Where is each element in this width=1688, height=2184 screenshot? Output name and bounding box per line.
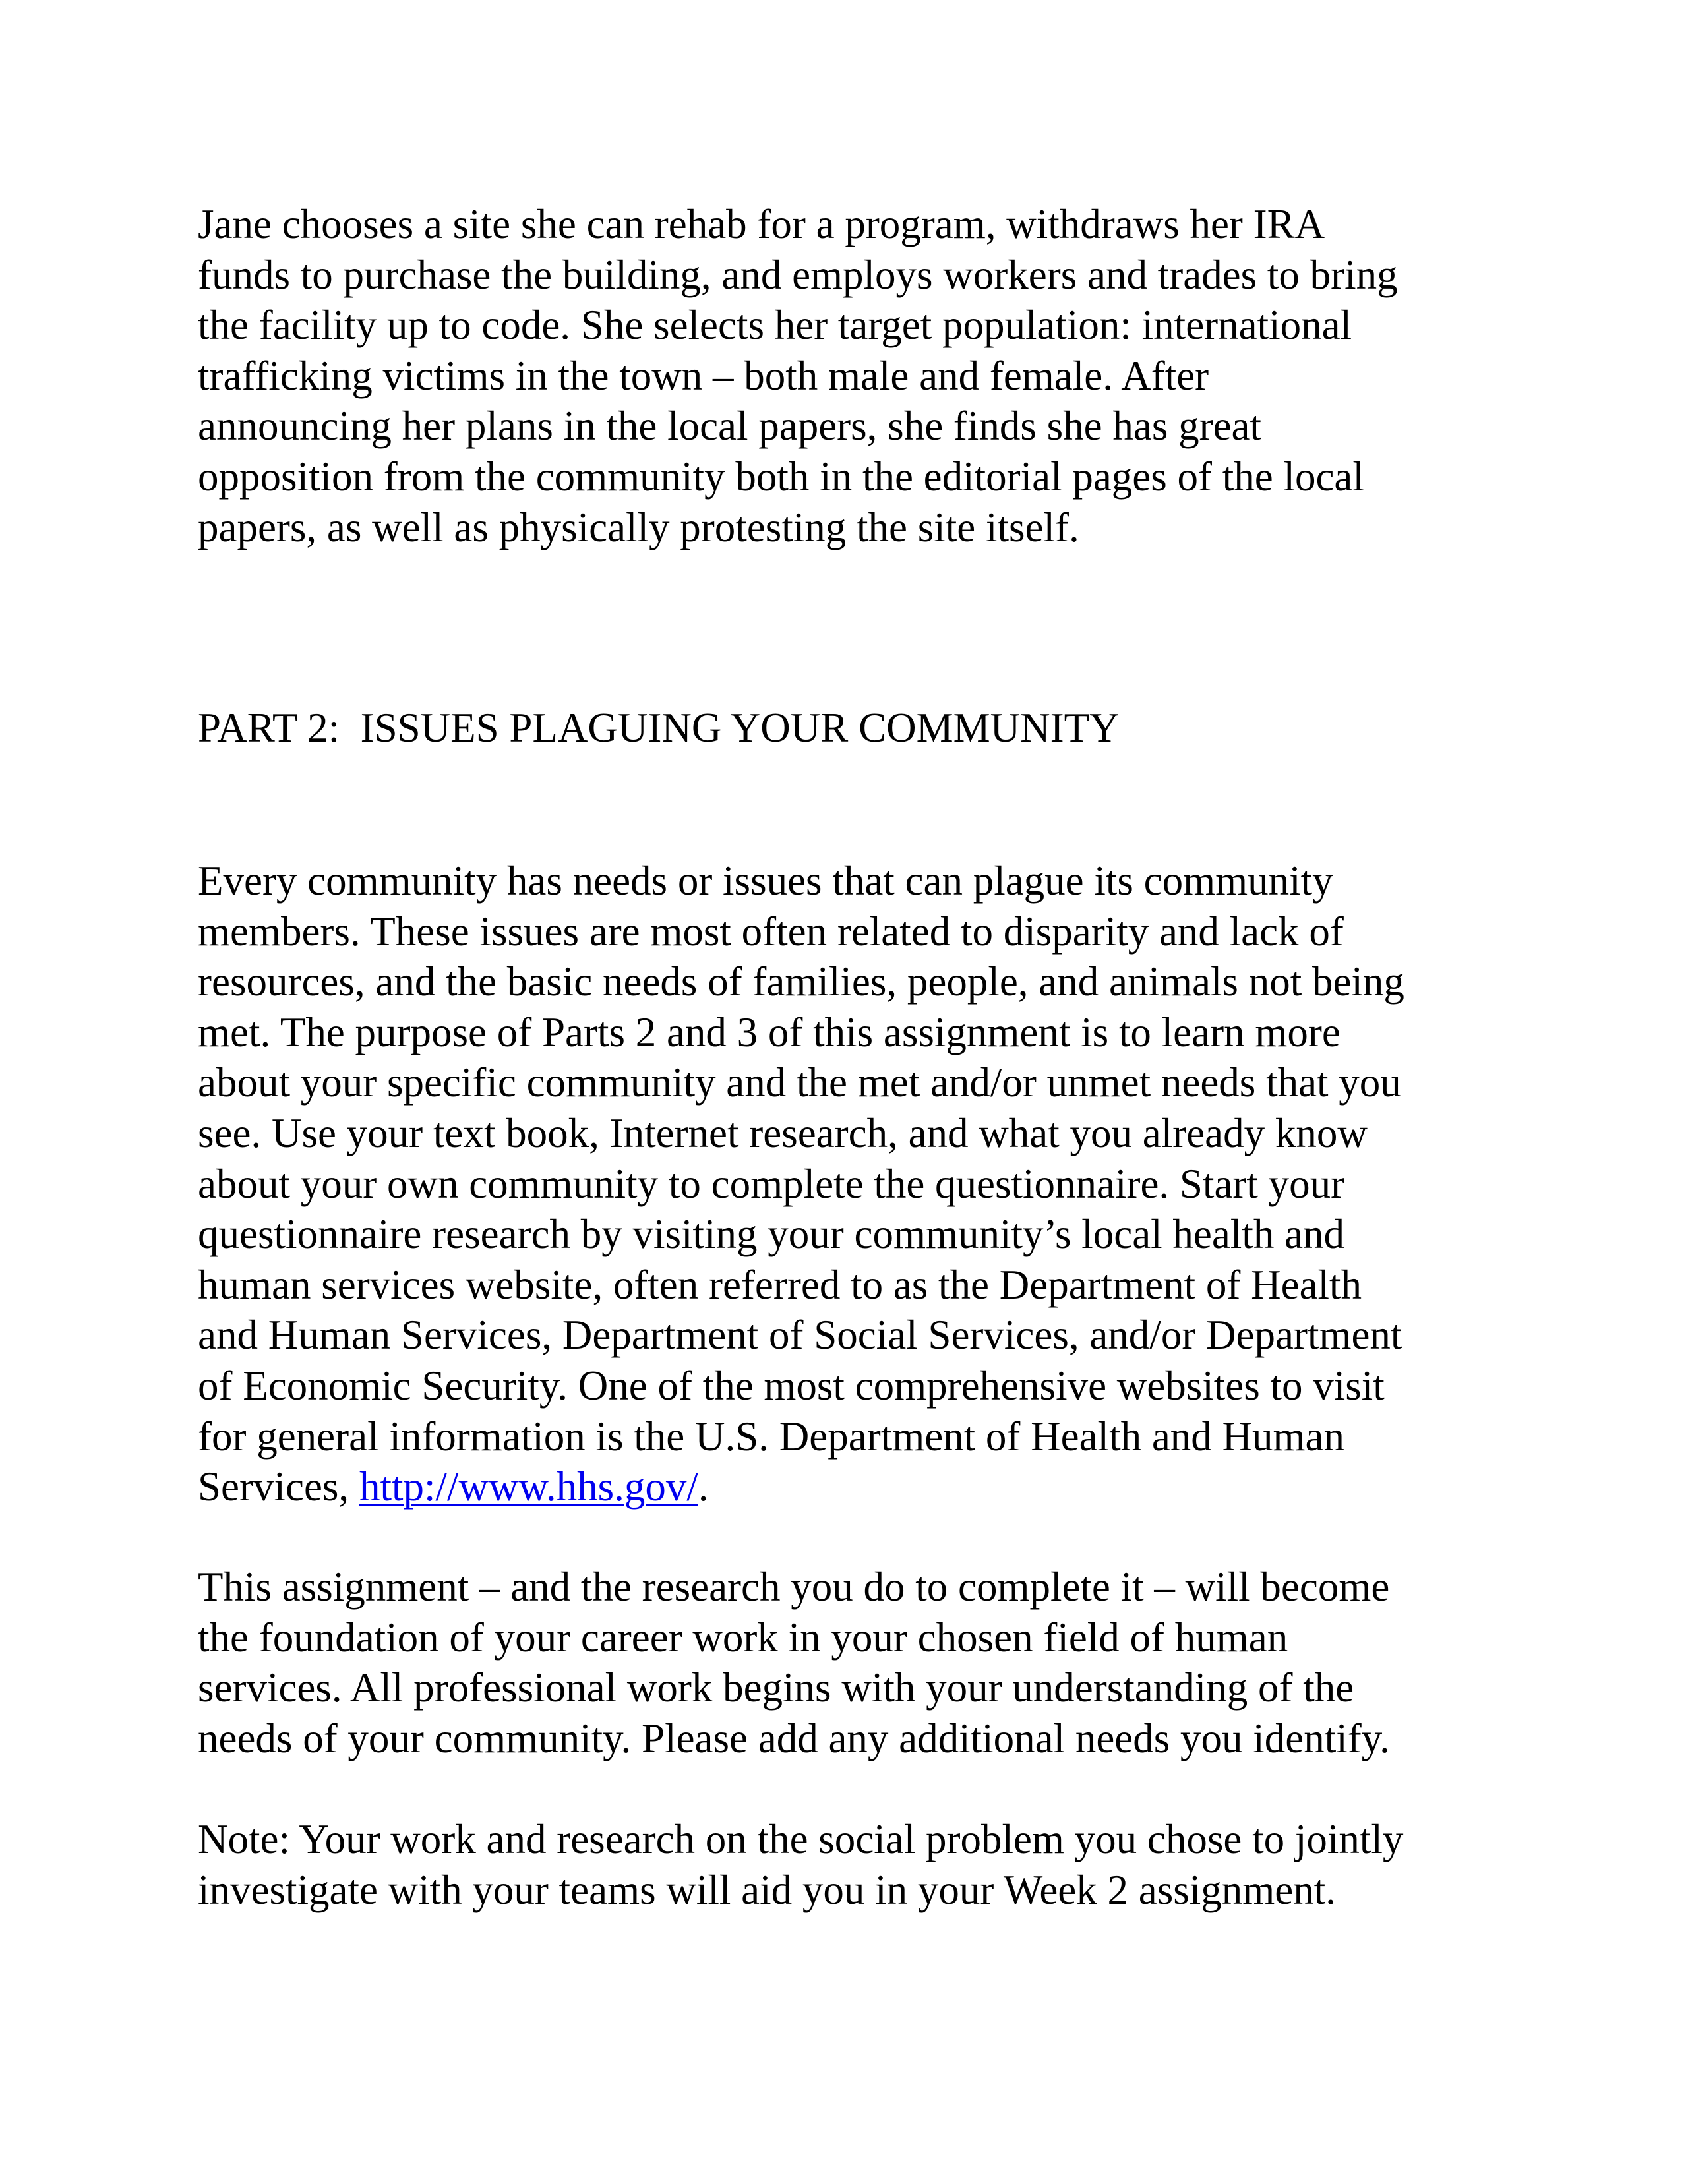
text-line: about your specific community and the met and/or unmet needs that you [198, 1059, 1401, 1106]
text-line: members. These issues are most often related to disparity and lack of [198, 908, 1344, 955]
section-heading: PART 2: ISSUES PLAGUING YOUR COMMUNITY [198, 705, 1120, 751]
text-line: needs of your community. Please add any additional needs you identify. [198, 1715, 1390, 1761]
paragraph-community-needs [198, 856, 1517, 1512]
text-line: human services website, often referred to as the Department of Health [198, 1261, 1362, 1308]
text-line: the foundation of your career work in your chosen field of human [198, 1614, 1288, 1661]
text-line: and Human Services, Department of Social Services, and/or Department [198, 1312, 1402, 1359]
text-line: trafficking victims in the town – both male and female. After [198, 352, 1209, 399]
text-line: opposition from the community both in the editorial pages of the local [198, 453, 1364, 500]
text-line: resources, and the basic needs of families, people, and animals not being [198, 959, 1404, 1005]
text-line-with-link [198, 1461, 1517, 1512]
paragraph-note [198, 1814, 1517, 1915]
paragraph-jane-site [198, 199, 1517, 552]
text-line: see. Use your text book, Internet research, and what you already know [198, 1109, 1368, 1156]
text-line: Every community has needs or issues that can plague its community [198, 858, 1333, 904]
text-line: for general information is the U.S. Department of Health and Human [198, 1413, 1344, 1460]
text-prefix: Services, [198, 1463, 359, 1510]
text-line: papers, as well as physically protesting the site itself. [198, 504, 1079, 550]
text-line: funds to purchase the building, and employs workers and trades to bring [198, 251, 1398, 298]
text-line: questionnaire research by visiting your community’s local health and [198, 1211, 1345, 1258]
text-line: about your own community to complete the questionnaire. Start your [198, 1160, 1345, 1207]
text-line: Note: Your work and research on the social problem you chose to jointly [198, 1816, 1404, 1862]
text-line: Jane chooses a site she can rehab for a program, withdraws her IRA [198, 201, 1325, 247]
text-line: of Economic Security. One of the most comprehensive websites to visit [198, 1362, 1385, 1409]
text-line: met. The purpose of Parts 2 and 3 of this assignment is to learn more [198, 1009, 1341, 1055]
text-line: the facility up to code. She selects her target population: international [198, 302, 1352, 349]
paragraph-assignment-foundation [198, 1562, 1517, 1763]
text-line: announcing her plans in the local papers, she finds she has great [198, 403, 1262, 450]
hhs-website-link[interactable]: http://www.hhs.gov/ [359, 1463, 698, 1510]
text-suffix: . [698, 1463, 709, 1510]
text-line: investigate with your teams will aid you in your Week 2 assignment. [198, 1866, 1336, 1913]
text-line: This assignment – and the research you do to complete it – will become [198, 1564, 1390, 1610]
text-line: services. All professional work begins with your understanding of the [198, 1665, 1354, 1711]
